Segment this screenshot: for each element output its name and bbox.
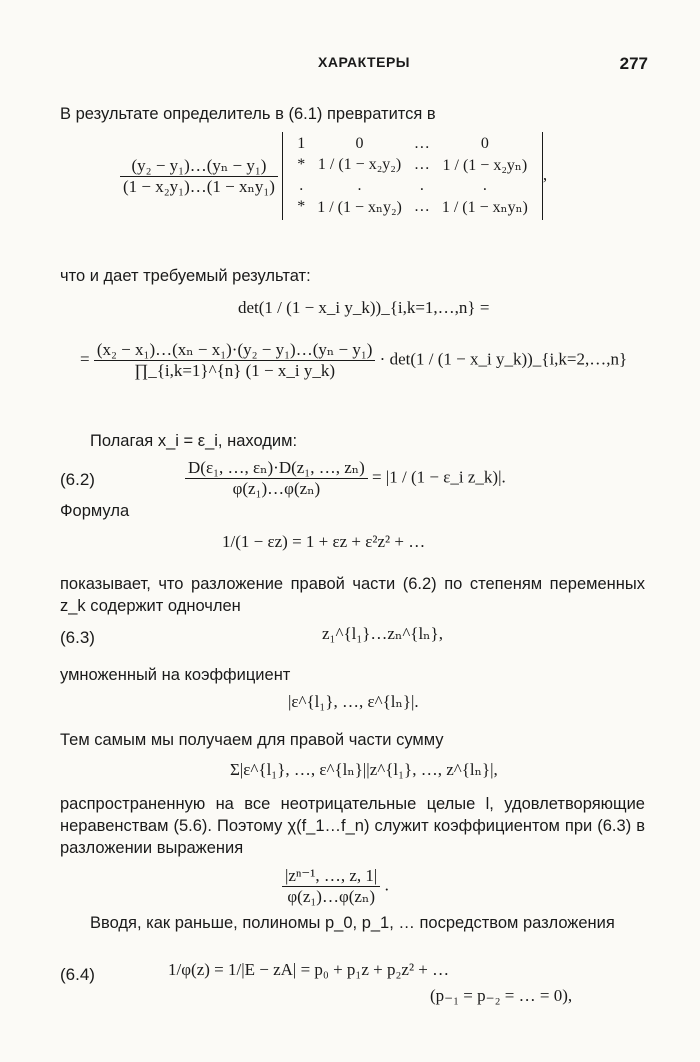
paragraph-9: Вводя, как раньше, полиномы p_0, p_1, … посредством разложения	[90, 914, 615, 932]
paragraph-5: показывает, что разложение правой части (6.2) по степеням переменных z_k содержит одночлен	[60, 575, 645, 615]
formula-sum: Σ|ε^{l₁}, …, ε^{lₙ}||z^{l₁}, …, z^{lₙ}|,	[230, 760, 498, 779]
paragraph-6: умноженный на коэффициент	[60, 666, 291, 684]
paragraph-1: В результате определитель в (6.1) превратится в	[60, 105, 436, 123]
running-head: ХАРАКТЕРЫ	[318, 54, 410, 70]
formula-6-2: $\frac{\text{D(ε₁, …, εₙ)·D(z₁, …, zₙ)}}{\text{φ(z₁)…φ(zₙ)}}$ = |1 / (1 − ε_i z_k)|.	[185, 458, 506, 499]
formula-coefficient: |ε^{l₁}, …, ε^{lₙ}|.	[288, 692, 419, 711]
formula-det-line2: = $\frac{\text{(x₂ − x₁)…(xₙ − x₁)·(y₂ − y₁)…(yₙ − y₁)}}{\text{∏\_\{i,k=1\}\textasciicircum{}\{n\} (1 − x\_i y\_k)}}$ · det(1 / (1 − x_i y_k))_{i,k=2,…,n}	[80, 340, 628, 380]
page-number: 277	[619, 54, 648, 73]
page-header	[60, 54, 648, 78]
equation-label-6-4: (6.4)	[60, 965, 95, 984]
paragraph-7: Тем самым мы получаем для правой части сумму	[60, 731, 444, 749]
formula-1-prefix: $\frac{\text{(y₂ − y₁)…(yₙ − y₁)}}{\text{(1 − x₂y₁)…(1 − xₙy₁)}}$	[120, 156, 278, 197]
equation-label-6-2: (6.2)	[60, 470, 95, 489]
formula-series: 1/(1 − εz) = 1 + εz + ε²z² + …	[222, 532, 426, 551]
paragraph-8: распространенную на все неотрицательные целые l, удовлетворяющие неравенствам (5.6). Поэтому χ(f_1…f_n) служит коэффициентом при (6.3) в разложении выражения	[60, 795, 645, 857]
determinant-matrix: 1 0 … 0 * 1 / (1 − x₂y₂) … 1 / (1 − x₂yₙ) . . . . * 1 / (1 − xₙy₂) … 1 / (1 − xₙyₙ)	[282, 132, 543, 220]
formula-6-4: 1/φ(z) = 1/|E − zA| = p₀ + p₁z + p₂z² + …	[168, 960, 450, 979]
formula-expression: $\frac{\text{|zⁿ⁻¹, …, z, 1|}}{\text{φ(z₁)…φ(zₙ)}}$ .	[282, 866, 389, 907]
formula-6-4-condition: (p₋₁ = p₋₂ = … = 0),	[430, 986, 573, 1005]
paragraph-4: Формула	[60, 502, 130, 520]
formula-determinant: $\frac{\text{(y₂ − y₁)…(yₙ − y₁)}}{\text{(1 − x₂y₁)…(1 − xₙy₁)}}$ 1 0 … 0 * 1 / (1 − x₂y₂) … 1 / (1 − x₂yₙ) . . . . * 1 / (1 − xₙy₂) … 1 / (1 − xₙyₙ) ,	[120, 132, 547, 220]
paragraph-3: Полагая x_i = ε_i, находим:	[90, 432, 298, 450]
equation-label-6-3: (6.3)	[60, 628, 95, 647]
formula-6-3: z₁^{l₁}…zₙ^{lₙ},	[322, 624, 443, 643]
formula-det-line1: det(1 / (1 − x_i y_k))_{i,k=1,…,n} =	[238, 298, 490, 317]
paragraph-2: что и дает требуемый результат:	[60, 267, 311, 285]
